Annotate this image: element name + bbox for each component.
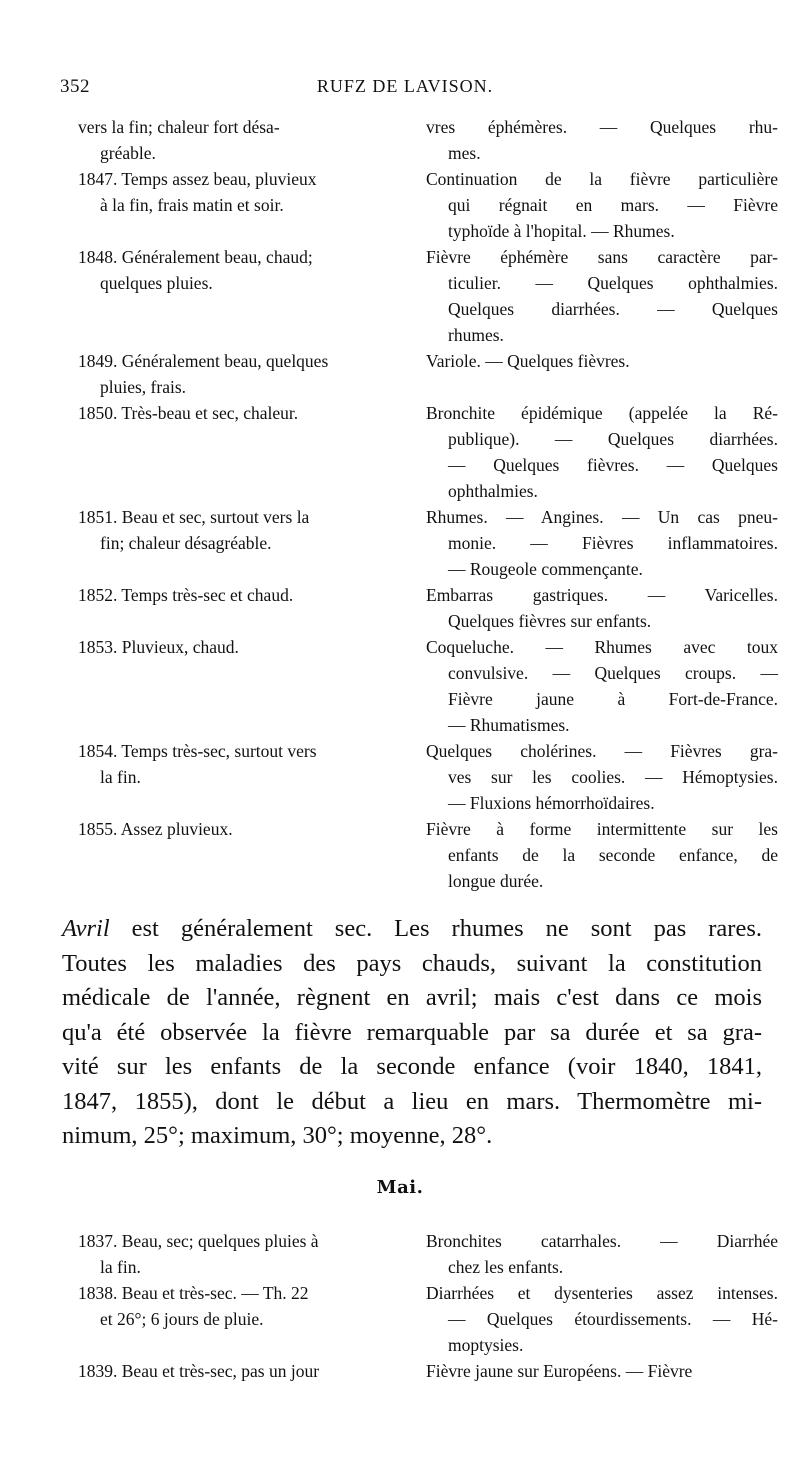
cell-line: mes. [448, 143, 481, 163]
paragraph-line: 1847, 1855), dont le début a lieu en mars. Thermomètre mi- [62, 1087, 762, 1115]
cell-line [78, 556, 416, 582]
cell-line: Fièvre éphémère sans caractère par- [426, 247, 778, 267]
diseases-cell [426, 634, 778, 738]
table-row [78, 738, 778, 816]
cell-line [78, 686, 416, 712]
year-condition-cell [78, 244, 416, 348]
running-head: RUFZ DE LAVISON. [316, 76, 494, 96]
cell-line: Bronchite épidémique (appelée la Ré- [426, 403, 778, 423]
cell-line: fin; chaleur désagréable. [100, 533, 272, 553]
diseases-cell [426, 1228, 778, 1280]
year-condition-cell [78, 816, 416, 894]
diseases-cell [426, 816, 778, 894]
cell-line: la fin. [100, 1257, 141, 1277]
cell-line: 1855. Assez pluvieux. [78, 819, 233, 839]
table-row [78, 504, 778, 582]
cell-line: ophthalmies. [448, 481, 538, 501]
cell-line [78, 426, 416, 452]
year-condition-cell [78, 348, 416, 400]
cell-line [78, 478, 416, 504]
cell-line: longue durée. [448, 871, 544, 891]
cell-line: Variole. — Quelques fièvres. [426, 351, 630, 371]
cell-line: Rhumes. — Angines. — Un cas pneu- [426, 507, 778, 527]
cell-line: gréable. [100, 143, 156, 163]
paragraph-line: qu'a été observée la fièvre remarquable par sa durée et sa gra- [62, 1018, 762, 1046]
cell-line: chez les enfants. [448, 1257, 564, 1277]
table-row [78, 400, 778, 504]
cell-line: qui régnait en mars. — Fièvre [448, 195, 778, 215]
year-condition-cell [78, 400, 416, 504]
cell-line: à la fin, frais matin et soir. [100, 195, 284, 215]
cell-line: 1848. Généralement beau, chaud; [78, 247, 313, 267]
cell-line [78, 296, 416, 322]
year-condition-cell [78, 738, 416, 816]
cell-line: Quelques fièvres sur enfants. [448, 611, 652, 631]
april-weather-table [78, 114, 778, 894]
cell-line: 1838. Beau et très-sec. — Th. 22 [78, 1283, 309, 1303]
cell-line: Quelques diarrhées. — Quelques [448, 299, 778, 319]
cell-line: — Quelques étourdissements. — Hé- [448, 1309, 778, 1329]
cell-line: Diarrhées et dysenteries assez intenses. [426, 1283, 778, 1303]
cell-line: 1853. Pluvieux, chaud. [78, 637, 239, 657]
year-condition-cell [78, 504, 416, 582]
paragraph-line: nimum, 25°; maximum, 30°; moyenne, 28°. [62, 1122, 493, 1149]
year-condition-cell [78, 1358, 416, 1384]
table-row [78, 1280, 778, 1358]
year-condition-cell [78, 1280, 416, 1358]
cell-line: Fièvre jaune sur Européens. — Fièvre [426, 1361, 693, 1381]
cell-line: — Rhumatismes. [448, 715, 570, 735]
year-condition-cell [78, 582, 416, 634]
cell-line: ticulier. — Quelques ophthalmies. [448, 273, 778, 293]
cell-line: — Quelques fièvres. — Quelques [448, 455, 778, 475]
cell-line [78, 790, 416, 816]
cell-line: 1850. Très-beau et sec, chaleur. [78, 403, 299, 423]
cell-line: vers la fin; chaleur fort désa- [78, 117, 280, 137]
table-row [78, 582, 778, 634]
cell-line: 1847. Temps assez beau, pluvieux [78, 169, 317, 189]
cell-line: publique). — Quelques diarrhées. [448, 429, 778, 449]
cell-line: convulsive. — Quelques croups. — [448, 663, 778, 683]
year-condition-cell [78, 634, 416, 738]
diseases-cell [426, 1280, 778, 1358]
cell-line: 1851. Beau et sec, surtout vers la [78, 507, 310, 527]
cell-line [78, 608, 416, 634]
cell-line [426, 374, 778, 400]
paragraph-line: médicale de l'année, règnent en avril; mais c'est dans ce mois [62, 984, 762, 1011]
may-weather-table [78, 1228, 778, 1384]
cell-line: Quelques cholérines. — Fièvres gra- [426, 741, 778, 761]
table-row [78, 634, 778, 738]
diseases-cell [426, 1358, 778, 1384]
cell-line: 1839. Beau et très-sec, pas un jour [78, 1361, 320, 1381]
cell-line [78, 1332, 416, 1358]
cell-line: 1852. Temps très-sec et chaud. [78, 585, 294, 605]
paragraph-line: Avril est généralement sec. Les rhumes ne sont pas rares. [62, 915, 762, 942]
cell-line: 1837. Beau, sec; quelques pluies à [78, 1231, 319, 1251]
paragraph-line: Toutes les maladies des pays chauds, suivant la constitution [62, 949, 762, 977]
cell-line [78, 322, 416, 348]
cell-line: Embarras gastriques. — Varicelles. [426, 585, 778, 605]
table-row [78, 114, 778, 166]
table-row [78, 166, 778, 244]
cell-line [78, 842, 416, 868]
cell-line: quelques pluies. [100, 273, 213, 293]
table-row [78, 1358, 778, 1384]
table-row [78, 348, 778, 400]
cell-line [78, 452, 416, 478]
cell-line [78, 660, 416, 686]
year-condition-cell [78, 114, 416, 166]
diseases-cell [426, 400, 778, 504]
page-number: 352 [60, 76, 90, 97]
diseases-cell [426, 582, 778, 634]
cell-line: Coqueluche. — Rhumes avec toux [426, 637, 778, 657]
paragraph-line: vité sur les enfants de la seconde enfance (voir 1840, 1841, [62, 1053, 762, 1080]
diseases-cell [426, 738, 778, 816]
cell-line: enfants de la seconde enfance, de [448, 845, 778, 865]
diseases-cell [426, 244, 778, 348]
table-row [78, 816, 778, 894]
table-row [78, 244, 778, 348]
cell-line: 1849. Généralement beau, quelques [78, 351, 329, 371]
cell-line: Continuation de la fièvre particulière [426, 169, 778, 189]
paragraph-first-word: Avril [62, 915, 110, 942]
cell-line: rhumes. [448, 325, 504, 345]
cell-line: et 26°; 6 jours de pluie. [100, 1309, 264, 1329]
diseases-cell [426, 504, 778, 582]
cell-line: — Fluxions hémorrhoïdaires. [448, 793, 655, 813]
cell-line: vres éphémères. — Quelques rhu- [426, 117, 778, 137]
section-title: Mai. [376, 1177, 424, 1198]
diseases-cell [426, 166, 778, 244]
page-header [60, 76, 750, 102]
cell-line [78, 218, 416, 244]
cell-line: Bronchites catarrhales. — Diarrhée [426, 1231, 778, 1251]
year-condition-cell [78, 166, 416, 244]
cell-line: la fin. [100, 767, 141, 787]
cell-line: — Rougeole commençante. [448, 559, 643, 579]
cell-line: typhoïde à l'hopital. — Rhumes. [448, 221, 675, 241]
year-condition-cell [78, 1228, 416, 1280]
april-summary-paragraph [62, 912, 762, 1154]
cell-line [78, 868, 416, 894]
cell-line: 1854. Temps très-sec, surtout vers [78, 741, 317, 761]
cell-line [78, 712, 416, 738]
cell-line: pluies, frais. [100, 377, 187, 397]
cell-line: ves sur les coolies. — Hémoptysies. [448, 767, 778, 787]
cell-line: monie. — Fièvres inflammatoires. [448, 533, 778, 553]
table-row [78, 1228, 778, 1280]
diseases-cell [426, 348, 778, 400]
cell-line: Fièvre jaune à Fort-de-France. [448, 689, 778, 709]
cell-line: Fièvre à forme intermittente sur les [426, 819, 778, 839]
cell-line: moptysies. [448, 1335, 524, 1355]
diseases-cell [426, 114, 778, 166]
